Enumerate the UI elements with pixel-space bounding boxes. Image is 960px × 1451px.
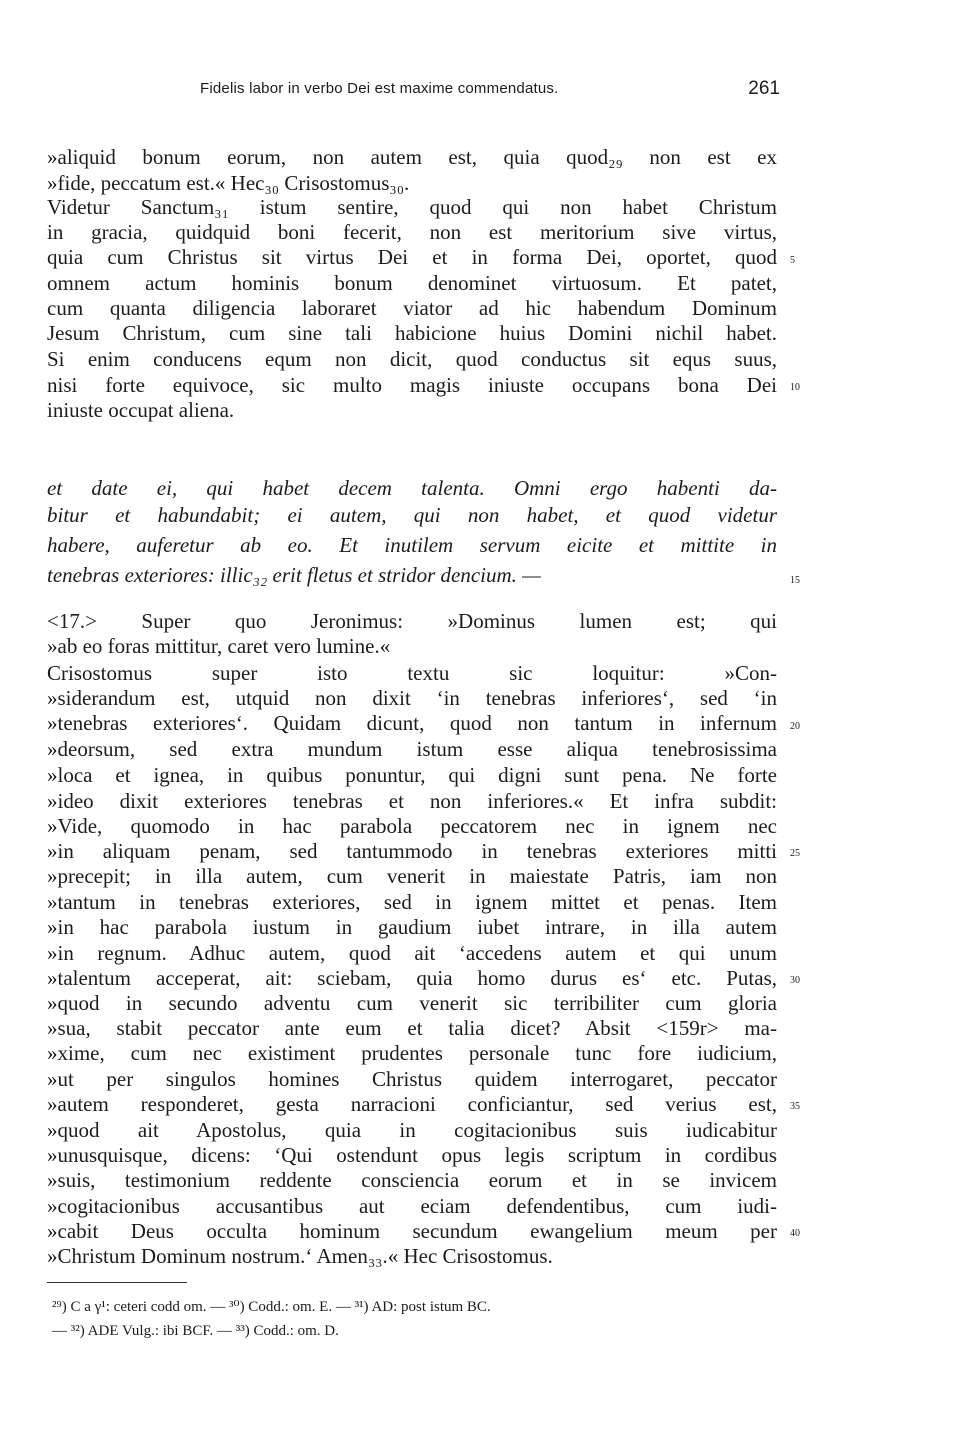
text-line: Si enim conducens equm non dicit, quod conductus sit equs suus, (47, 347, 777, 371)
text-line: »tantum in tenebras exteriores, sed in ignem mittet et penas. Item (47, 890, 777, 914)
text-line: »quod ait Apostolus, quia in cogitacionibus suis iudicabitur (47, 1118, 777, 1142)
text-line: in gracia, quidquid boni fecerit, non est meritorium sive virtus, (47, 220, 777, 244)
text-line: Jesum Christum, cum sine tali habicione huius Domini nichil habet. (47, 321, 777, 345)
text-line: »in regnum. Adhuc autem, quod ait ‘accedens autem et qui unum (47, 941, 777, 965)
text-line: nisi forte equivoce, sic multo magis iniuste occupans bona Dei (47, 373, 777, 397)
text-line: »in hac parabola iustum in gaudium iubet intrare, in illa autem (47, 915, 777, 939)
text-line: <17.> Super quo Jeronimus: »Dominus lumen est; qui (47, 609, 777, 633)
footnote-line: ²⁹) C a γ¹: ceteri codd om. — ³⁰) Codd.: om. E. — ³¹) AD: post istum BC. (52, 1299, 491, 1315)
line-number: 40 (790, 1228, 800, 1239)
text-line: »in aliquam penam, sed tantummodo in tenebras exteriores mitti (47, 839, 777, 863)
footnote-line: — ³²) ADE Vulg.: ibi BCF. — ³³) Codd.: om. D. (52, 1323, 339, 1339)
text-line: »suis, testimonium reddente consciencia eorum et in se invicem (47, 1168, 777, 1192)
text-line: »talentum acceperat, ait: sciebam, quia homo durus es‘ etc. Putas, (47, 966, 777, 990)
text-line: Videtur Sanctum₃₁ istum sentire, quod qui non habet Christum (47, 195, 777, 219)
text-line: »deorsum, sed extra mundum istum esse aliqua tenebrosissima (47, 737, 777, 761)
line-number: 35 (790, 1101, 800, 1112)
text-line: »cogitacionibus accusantibus aut eciam defendentibus, cum iudi- (47, 1194, 777, 1218)
text-line: »xime, cum nec existiment prudentes personale tunc fore iudicium, (47, 1041, 777, 1065)
text-line: »Vide, quomodo in hac parabola peccatorem nec in ignem nec (47, 814, 777, 838)
text-line: »cabit Deus occulta hominum secundum ewangelium meum per (47, 1219, 777, 1243)
text-line: »ideo dixit exteriores tenebras et non inferiores.« Et infra subdit: (47, 789, 777, 813)
running-title: Fidelis labor in verbo Dei est maxime commendatus. (200, 80, 559, 97)
text-line: habere, auferetur ab eo. Et inutilem servum eicite et mittite in (47, 533, 777, 557)
line-number: 15 (790, 575, 800, 586)
line-number: 5 (790, 255, 795, 266)
text-line: »aliquid bonum eorum, non autem est, quia quod₂₉ non est ex (47, 145, 777, 169)
text-line: »sua, stabit peccator ante eum et talia dicet? Absit <159r> ma- (47, 1016, 777, 1040)
text-line: »unusquisque, dicens: ‘Qui ostendunt opus legis scriptum in cordibus (47, 1143, 777, 1167)
text-line: iniuste occupat aliena. (47, 398, 235, 422)
line-number: 10 (790, 382, 800, 393)
text-line: »precepit; in illa autem, cum venerit in maiestate Patris, iam non (47, 864, 777, 888)
line-number: 25 (790, 848, 800, 859)
text-line: »siderandum est, utquid non dixit ‘in tenebras inferiores‘, sed ‘in (47, 686, 777, 710)
footnote-rule (47, 1282, 187, 1283)
text-line: »autem responderet, gesta narracioni conficiantur, sed verius est, (47, 1092, 777, 1116)
text-line: »quod in secundo adventu cum venerit sic terribiliter cum gloria (47, 991, 777, 1015)
text-line: Crisostomus super isto textu sic loquitur: »Con- (47, 661, 777, 685)
text-line: »ab eo foras mittitur, caret vero lumine.« (47, 634, 391, 658)
text-line: »ut per singulos homines Christus quidem interrogaret, peccator (47, 1067, 777, 1091)
line-number: 30 (790, 975, 800, 986)
text-line: cum quanta diligencia laboraret viator ad hic habendum Dominum (47, 296, 777, 320)
page-header (200, 80, 780, 104)
text-line: »fide, peccatum est.« Hec₃₀ Crisostomus₃₀. (47, 171, 410, 195)
text-line: »tenebras exteriores‘. Quidam dicunt, quod non tantum in infernum (47, 711, 777, 735)
line-number: 20 (790, 721, 800, 732)
text-line: »loca et ignea, in quibus ponuntur, qui digni sunt pena. Ne forte (47, 763, 777, 787)
text-line: et date ei, qui habet decem talenta. Omni ergo habenti da- (47, 476, 777, 500)
text-line: quia cum Christus sit virtus Dei et in forma Dei, oportet, quod (47, 245, 777, 269)
text-line: tenebras exteriores: illic₃₂ erit fletus et stridor dencium. — (47, 563, 541, 587)
text-line: »Christum Dominum nostrum.‘ Amen₃₃.« Hec Crisostomus. (47, 1244, 553, 1268)
page-number: 261 (748, 78, 780, 99)
text-line: bitur et habundabit; ei autem, qui non habet, et quod videtur (47, 503, 777, 527)
text-line: omnem actum hominis bonum denominet virtuosum. Et patet, (47, 271, 777, 295)
